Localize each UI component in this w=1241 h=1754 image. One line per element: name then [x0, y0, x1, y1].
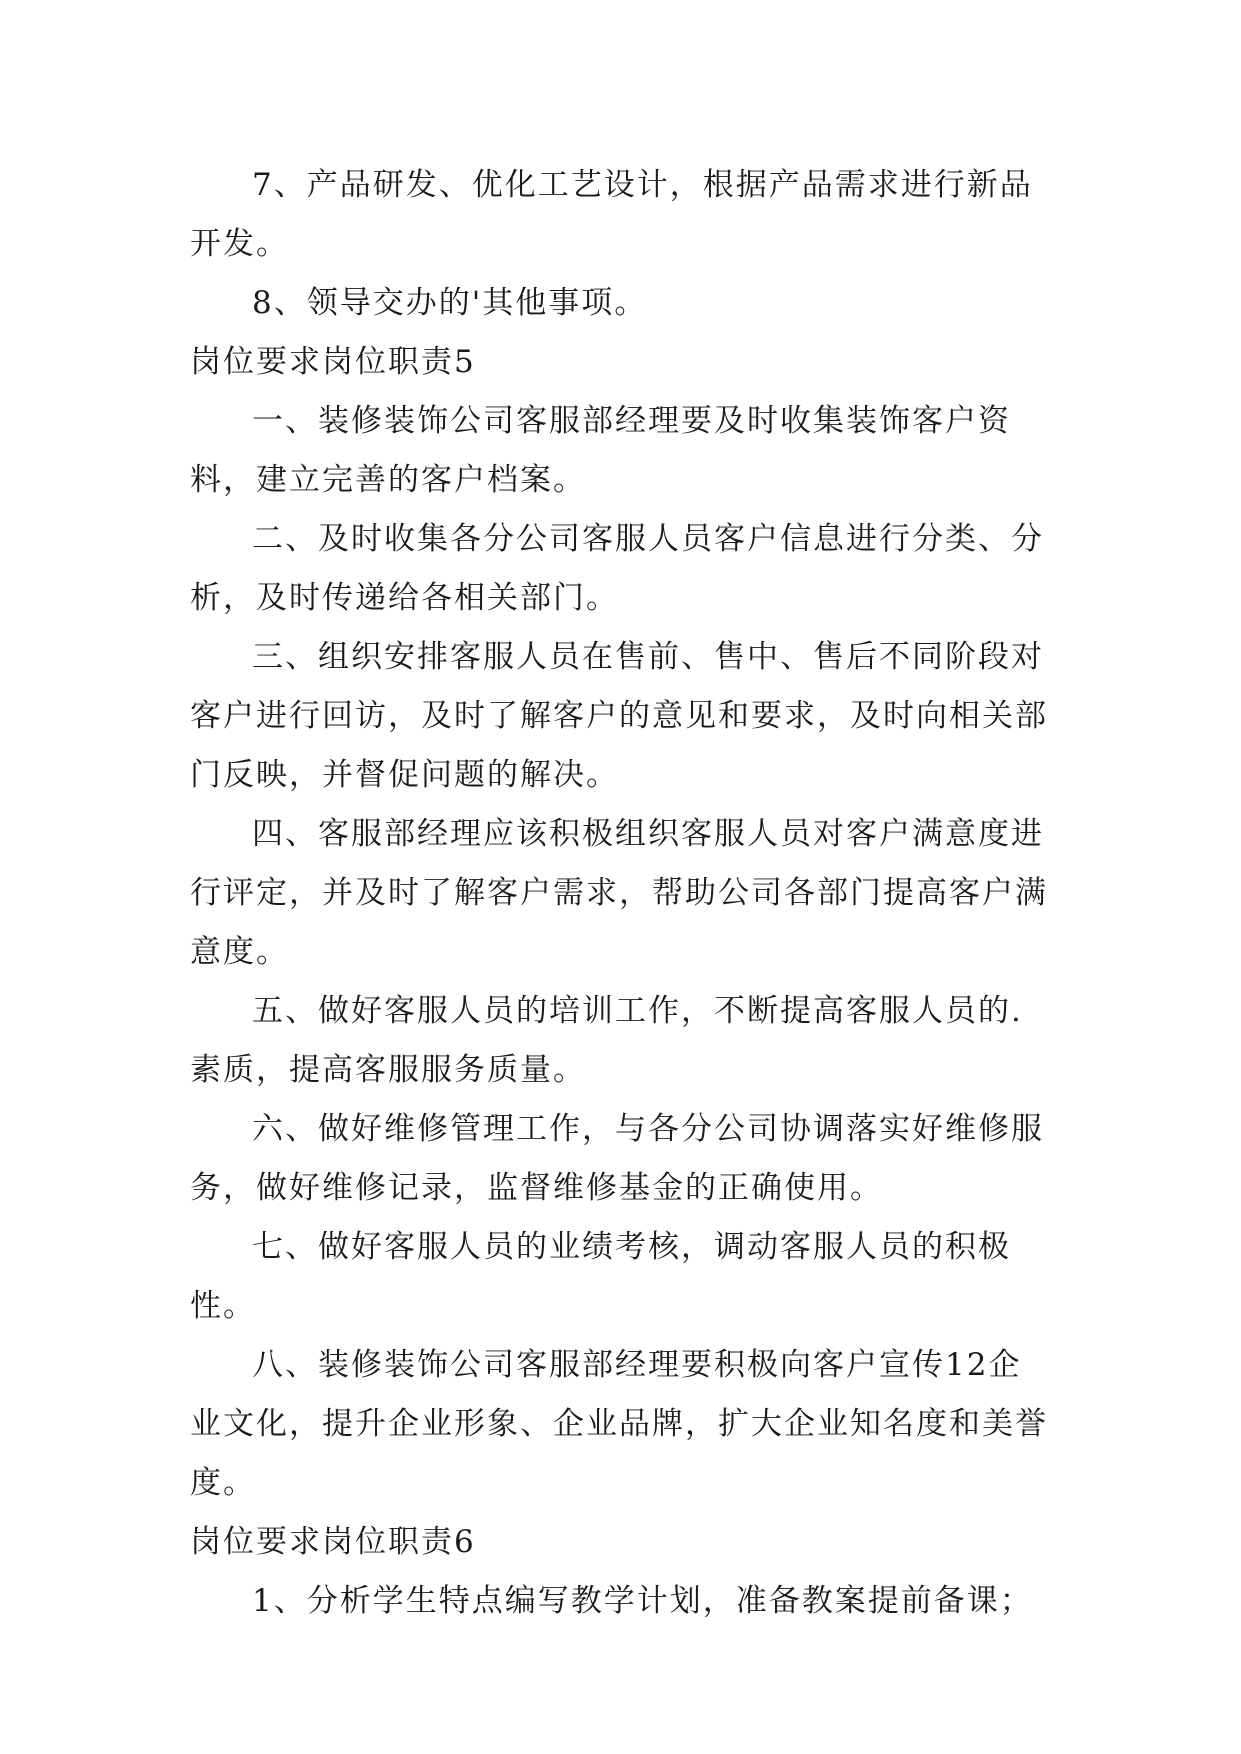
document-body [190, 156, 1050, 1631]
section-heading-5: 岗位要求岗位职责5 [190, 344, 476, 380]
duty-paragraph-5: 五、做好客服人员的培训工作，不断提高客服人员的.素质，提高客服服务质量。 [190, 993, 1023, 1088]
paragraph-item-8: 8、领导交办的'其他事项。 [252, 285, 648, 321]
paragraph-item-7: 7、产品研发、优化工艺设计，根据产品需求进行新品开发。 [190, 167, 1033, 262]
duty-paragraph-6-1: 1、分析学生特点编写教学计划，准备教案提前备课； [252, 1583, 1033, 1619]
duty-paragraph-4: 四、客服部经理应该积极组织客服人员对客户满意度进行评定，并及时了解客户需求，帮助公司各部门提高客户满意度。 [190, 816, 1048, 970]
duty-paragraph-2: 二、及时收集各分公司客服人员客户信息进行分类、分析，及时传递给各相关部门。 [190, 521, 1044, 616]
duty-paragraph-8: 八、装修装饰公司客服部经理要积极向客户宣传12企业文化，提升企业形象、企业品牌，扩大企业知名度和美誉度。 [190, 1347, 1048, 1501]
duty-paragraph-1: 一、装修装饰公司客服部经理要及时收集装饰客户资料，建立完善的客户档案。 [190, 403, 1011, 498]
duty-paragraph-3: 三、组织安排客服人员在售前、售中、售后不同阶段对客户进行回访，及时了解客户的意见和要求，及时向相关部门反映，并督促问题的解决。 [190, 639, 1048, 793]
section-heading-6: 岗位要求岗位职责6 [190, 1524, 476, 1560]
duty-paragraph-7: 七、做好客服人员的业绩考核，调动客服人员的积极性。 [190, 1229, 1011, 1324]
duty-paragraph-6: 六、做好维修管理工作，与各分公司协调落实好维修服务，做好维修记录，监督维修基金的正确使用。 [190, 1111, 1044, 1206]
